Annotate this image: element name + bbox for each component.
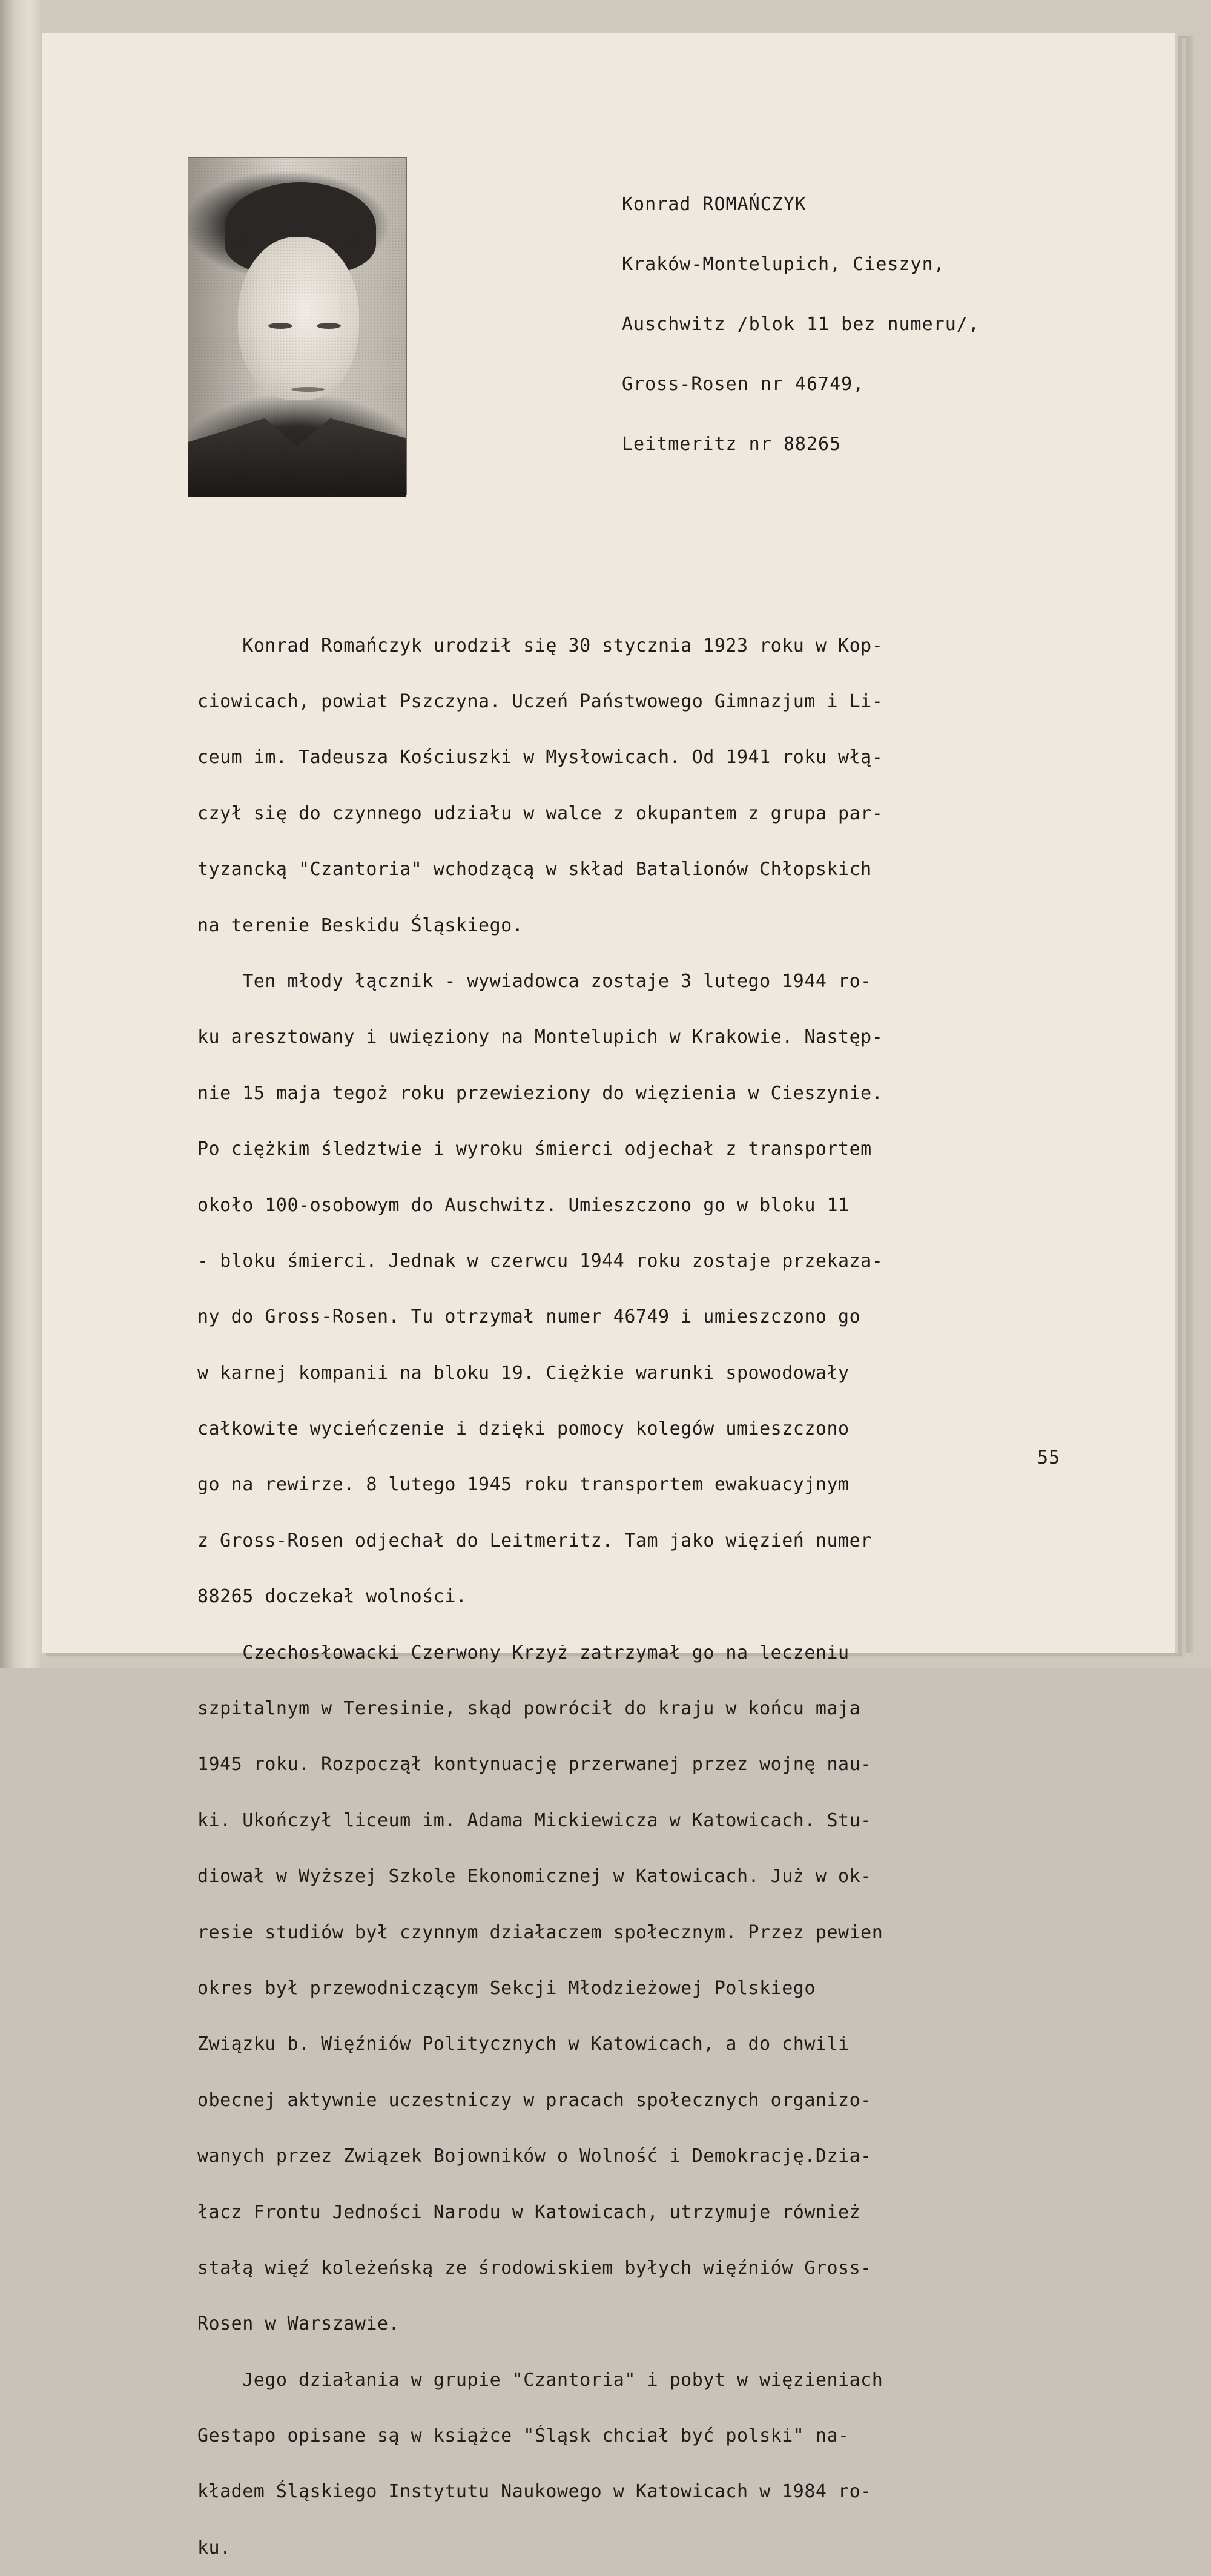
- text-line: ceum im. Tadeusza Kościuszki w Mysłowicach. Od 1941 roku włą-: [197, 747, 883, 768]
- text-line: stałą więź koleżeńską ze środowiskiem byłych więźniów Gross-: [197, 2257, 872, 2279]
- text-line: Ten młody łącznik - wywiadowca zostaje 3 lutego 1944 ro-: [197, 970, 872, 992]
- text-line: Związku b. Więźniów Politycznych w Katowicach, a do chwili: [197, 2033, 850, 2055]
- text-line: 88265 doczekał wolności.: [197, 1586, 467, 1608]
- text-line: łacz Frontu Jedności Narodu w Katowicach, utrzymuje również: [197, 2201, 861, 2223]
- text-line: 1945 roku. Rozpoczął kontynuację przerwanej przez wojnę nau-: [197, 1754, 872, 1775]
- text-line: ciowicach, powiat Pszczyna. Uczeń Państwowego Gimnazjum i Li-: [197, 690, 883, 712]
- header-line: Leitmeritz nr 88265: [622, 434, 842, 455]
- text-line: ku.: [197, 2537, 231, 2558]
- header-line: Kraków-Montelupich, Cieszyn,: [622, 254, 945, 275]
- text-line: całkowite wycieńczenie i dzięki pomocy kolegów umieszczono: [197, 1418, 850, 1440]
- text-line: szpitalnym w Teresinie, skąd powrócił do kraju w końcu maja: [197, 1698, 861, 1720]
- text-line: tyzancką "Czantoria" wchodzącą w skład Batalionów Chłopskich: [197, 859, 872, 880]
- header-line: Auschwitz /blok 11 bez numeru/,: [622, 314, 980, 335]
- text-line: około 100-osobowym do Auschwitz. Umieszczono go w bloku 11: [197, 1194, 850, 1216]
- text-line: nie 15 maja tegoż roku przewieziony do więzienia w Cieszynie.: [197, 1082, 883, 1104]
- text-line: diował w Wyższej Szkole Ekonomicznej w Katowicach. Już w ok-: [197, 1866, 872, 1887]
- text-line: Po ciężkim śledztwie i wyroku śmierci odjechał z transportem: [197, 1138, 872, 1160]
- header-line: Gross-Rosen nr 46749,: [622, 374, 865, 395]
- text-line: Rosen w Warszawie.: [197, 2313, 400, 2335]
- text-line: ku aresztowany i uwięziony na Montelupich w Krakowie. Następ-: [197, 1026, 883, 1048]
- text-line: kładem Śląskiego Instytutu Naukowego w Katowicach w 1984 ro-: [197, 2481, 872, 2503]
- page-number: 55: [1037, 1447, 1061, 1468]
- text-line: czył się do czynnego udziału w walce z okupantem z grupa par-: [197, 802, 883, 824]
- text-line: okres był przewodniczącym Sekcji Młodzieżowej Polskiego: [197, 1977, 816, 1999]
- text-line: wanych przez Związek Bojowników o Wolność i Demokrację.Dzia-: [197, 2145, 872, 2167]
- text-line: Gestapo opisane są w książce "Śląsk chciał być polski" na-: [197, 2425, 850, 2447]
- person-header: [622, 154, 1106, 474]
- adjacent-page-edge: [0, 0, 42, 1668]
- portrait-photo: [188, 157, 407, 495]
- text-line: go na rewirze. 8 lutego 1945 roku transportem ewakuacyjnym: [197, 1474, 850, 1496]
- biography-text: [197, 599, 1081, 2576]
- text-line: Konrad Romańczyk urodził się 30 stycznia 1923 roku w Kop-: [197, 635, 883, 656]
- text-line: ki. Ukończył liceum im. Adama Mickiewicza w Katowicach. Stu-: [197, 1809, 872, 1831]
- halftone-screen: [188, 158, 406, 494]
- text-line: ny do Gross-Rosen. Tu otrzymał numer 46749 i umieszczono go: [197, 1306, 861, 1328]
- text-line: resie studiów był czynnym działaczem społecznym. Przez pewien: [197, 1921, 883, 1943]
- text-line: - bloku śmierci. Jednak w czerwcu 1944 roku zostaje przekaza-: [197, 1250, 883, 1272]
- text-line: obecnej aktywnie uczestniczy w pracach społecznych organizo-: [197, 2089, 872, 2111]
- text-line: Czechosłowacki Czerwony Krzyż zatrzymał go na leczeniu: [197, 1642, 850, 1663]
- text-line: na terenie Beskidu Śląskiego.: [197, 914, 524, 936]
- text-line: z Gross-Rosen odjechał do Leitmeritz. Tam jako więzień numer: [197, 1530, 872, 1551]
- text-line: Jego działania w grupie "Czantoria" i pobyt w więzieniach: [197, 2369, 883, 2391]
- text-line: w karnej kompanii na bloku 19. Ciężkie warunki spowodowały: [197, 1362, 850, 1384]
- header-name: Konrad ROMAŃCZYK: [622, 194, 807, 215]
